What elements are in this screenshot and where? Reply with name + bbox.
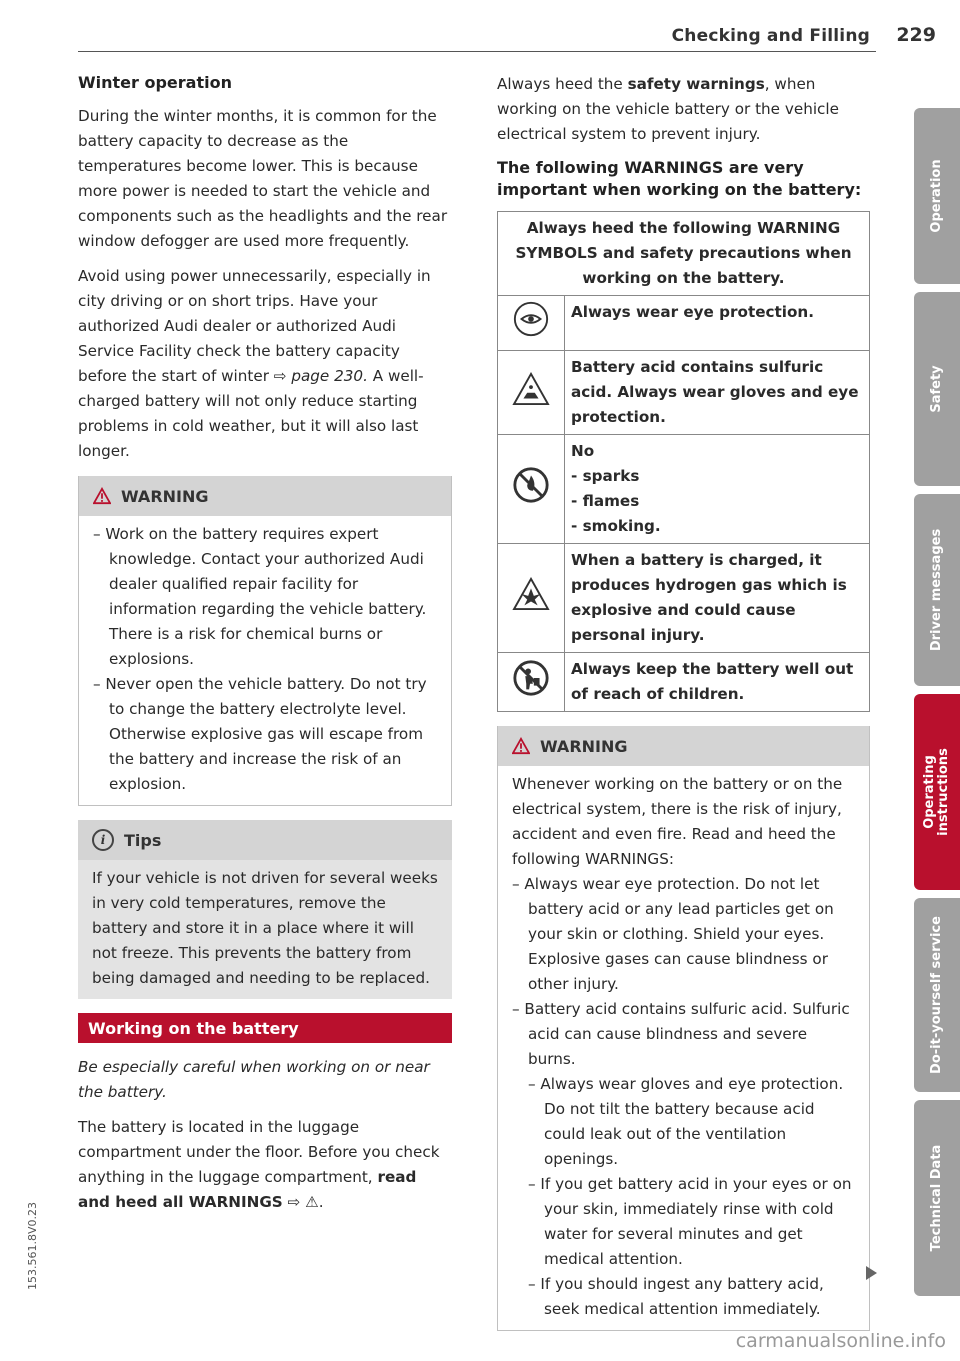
warning-list [93, 522, 441, 797]
no-fire-icon [512, 466, 550, 504]
winter-text: Avoid using power unnecessarily, especially in city driving or on short trips. Have your authorized Audi dealer or authorized Audi Service Facility check the battery capacity before the start of winter [78, 267, 431, 385]
list-item: – Work on the battery requires expert knowledge. Contact your authorized Audi dealer qualified repair facility for information regarding the vehicle battery. There is a risk for chemical burns or explosions. [93, 522, 441, 672]
warning-intro: Whenever working on the battery or on the electrical system, there is the risk of injury, accident and even fire. Read and heed the following WARNINGS: [512, 775, 843, 868]
warning-body [79, 516, 451, 805]
table-row [498, 435, 870, 544]
tips-body [78, 860, 452, 999]
section-intro: Be especially careful when working on or near the battery. [78, 1058, 430, 1101]
table-header-row [498, 212, 870, 296]
tips-box [78, 820, 452, 999]
row-line: - smoking. [571, 517, 661, 535]
winter-heading: Winter operation [78, 73, 232, 92]
page-number: 229 [896, 24, 936, 46]
tips-label: Tips [124, 830, 162, 850]
list-item: – Never open the vehicle battery. Do not try to change the battery electrolyte level. Otherwise explosive gas will escape from the battery and increase the risk of an explosion. [93, 672, 441, 797]
row-line: No [571, 442, 595, 460]
tab-technical-data[interactable] [914, 1100, 960, 1296]
row-text-list [565, 435, 870, 544]
warning-sub-list [512, 1072, 859, 1322]
table-row [498, 296, 870, 351]
document-code: 153.561.8V0.23 [26, 1202, 39, 1290]
page-reference-link[interactable]: ⇨ page 230. [273, 367, 368, 385]
warning-label: WARNING [540, 736, 628, 756]
left-column [78, 72, 452, 1225]
list-item: – Battery acid contains sulfuric acid. Sulfuric acid can cause blindness and severe burns. [512, 997, 859, 1072]
tab-do-it-yourself-service[interactable] [914, 898, 960, 1092]
list-item: – Always wear eye protection. Do not let battery acid or any lead particles get on your skin or clothing. Shield your eyes. Explosive gases can cause blindness or other injury. [512, 872, 859, 997]
tab-safety[interactable] [914, 292, 960, 486]
row-text: When a battery is charged, it produces hydrogen gas which is explosive and could cause personal injury. [565, 544, 870, 653]
section-bold-text: read and heed all WARNINGS [78, 1168, 417, 1211]
tab-label: Operating instructions [922, 748, 951, 836]
eye-protection-icon [512, 300, 550, 338]
warning-box-left [78, 476, 452, 806]
winter-paragraph-2 [78, 264, 452, 464]
section-paragraph [78, 1115, 452, 1215]
table-row [498, 544, 870, 653]
warning-triangle-icon [512, 737, 530, 755]
warning-triangle-icon [93, 487, 111, 505]
list-item: – Always wear gloves and eye protection. Do not tilt the battery because acid could leak out of the ventilation openings. [528, 1072, 859, 1172]
important-heading: The following WARNINGS are very important when working on the battery: [497, 158, 862, 199]
warning-header [498, 726, 869, 766]
winter-paragraph-1: During the winter months, it is common for the battery capacity to decrease as the temperatures become lower. This is because more power is needed to start the vehicle and components such as the headlights and the rear window defogger are used more frequently. [78, 107, 448, 250]
right-intro [497, 72, 870, 147]
continue-arrow-icon [866, 1266, 877, 1280]
tab-label: Driver messages [929, 528, 944, 652]
list-item: – If you get battery acid in your eyes or on your skin, immediately rinse with cold water for several minutes and get medical attention. [528, 1172, 859, 1272]
list-item: – If you should ingest any battery acid, seek medical attention immediately. [528, 1272, 859, 1322]
no-fire-cell [498, 435, 565, 544]
tab-label: Safety [929, 365, 944, 413]
acid-hazard-cell [498, 351, 565, 435]
row-line: - sparks [571, 467, 640, 485]
right-column [497, 72, 870, 1345]
warning-box-right [497, 726, 870, 1331]
watermark: carmanualsonline.info [735, 1330, 946, 1352]
table-row [498, 351, 870, 435]
explosive-gas-icon [512, 577, 550, 611]
row-line: - flames [571, 492, 640, 510]
header-rule [78, 51, 876, 52]
tips-header [78, 820, 452, 860]
explosive-gas-cell [498, 544, 565, 653]
info-icon: i [92, 829, 114, 851]
tips-text: If your vehicle is not driven for several weeks in very cold temperatures, remove the battery and store it in a place where it will not freeze. This prevents the battery from being damaged and needing to be replaced. [92, 869, 438, 987]
eye-protection-cell [498, 296, 565, 351]
warning-header [79, 476, 451, 516]
tab-operating-instructions[interactable] [914, 694, 960, 890]
tab-operation[interactable] [914, 108, 960, 284]
warning-symbols-table [497, 211, 870, 712]
tab-label: Technical Data [929, 1144, 944, 1252]
intro-text-end: , when working on the vehicle battery or the vehicle electrical system to prevent injury. [497, 75, 839, 143]
header-title: Checking and Filling [671, 26, 870, 46]
table-row [498, 653, 870, 712]
warning-body [498, 766, 869, 1330]
tab-driver-messages[interactable] [914, 494, 960, 686]
section-text: The battery is located in the luggage compartment under the floor. Before you check anything in the luggage compartment, [78, 1118, 440, 1186]
warning-label: WARNING [121, 486, 209, 506]
warning-list [512, 872, 859, 1072]
row-text: Always wear eye protection. [565, 296, 870, 351]
table-header: Always heed the following WARNING SYMBOLS and safety precautions when working on the battery. [498, 212, 870, 296]
intro-text: Always heed the [497, 75, 628, 93]
tab-label: Operation [929, 159, 944, 233]
acid-hazard-icon [512, 372, 550, 406]
row-text: Battery acid contains sulfuric acid. Always wear gloves and eye protection. [565, 351, 870, 435]
keep-from-children-icon [512, 659, 550, 697]
row-text: Always keep the battery well out of reach of children. [565, 653, 870, 712]
winter-text-end: A well-charged battery will not only reduce starting problems in cold weather, but it will also last longer. [78, 367, 424, 460]
intro-bold-text: safety warnings [627, 75, 765, 93]
section-title-bar: Working on the battery [78, 1013, 452, 1043]
keep-from-children-cell [498, 653, 565, 712]
warning-reference-link[interactable]: ⇨ ⚠. [282, 1193, 324, 1211]
tab-label: Do-it-yourself service [929, 916, 944, 1074]
